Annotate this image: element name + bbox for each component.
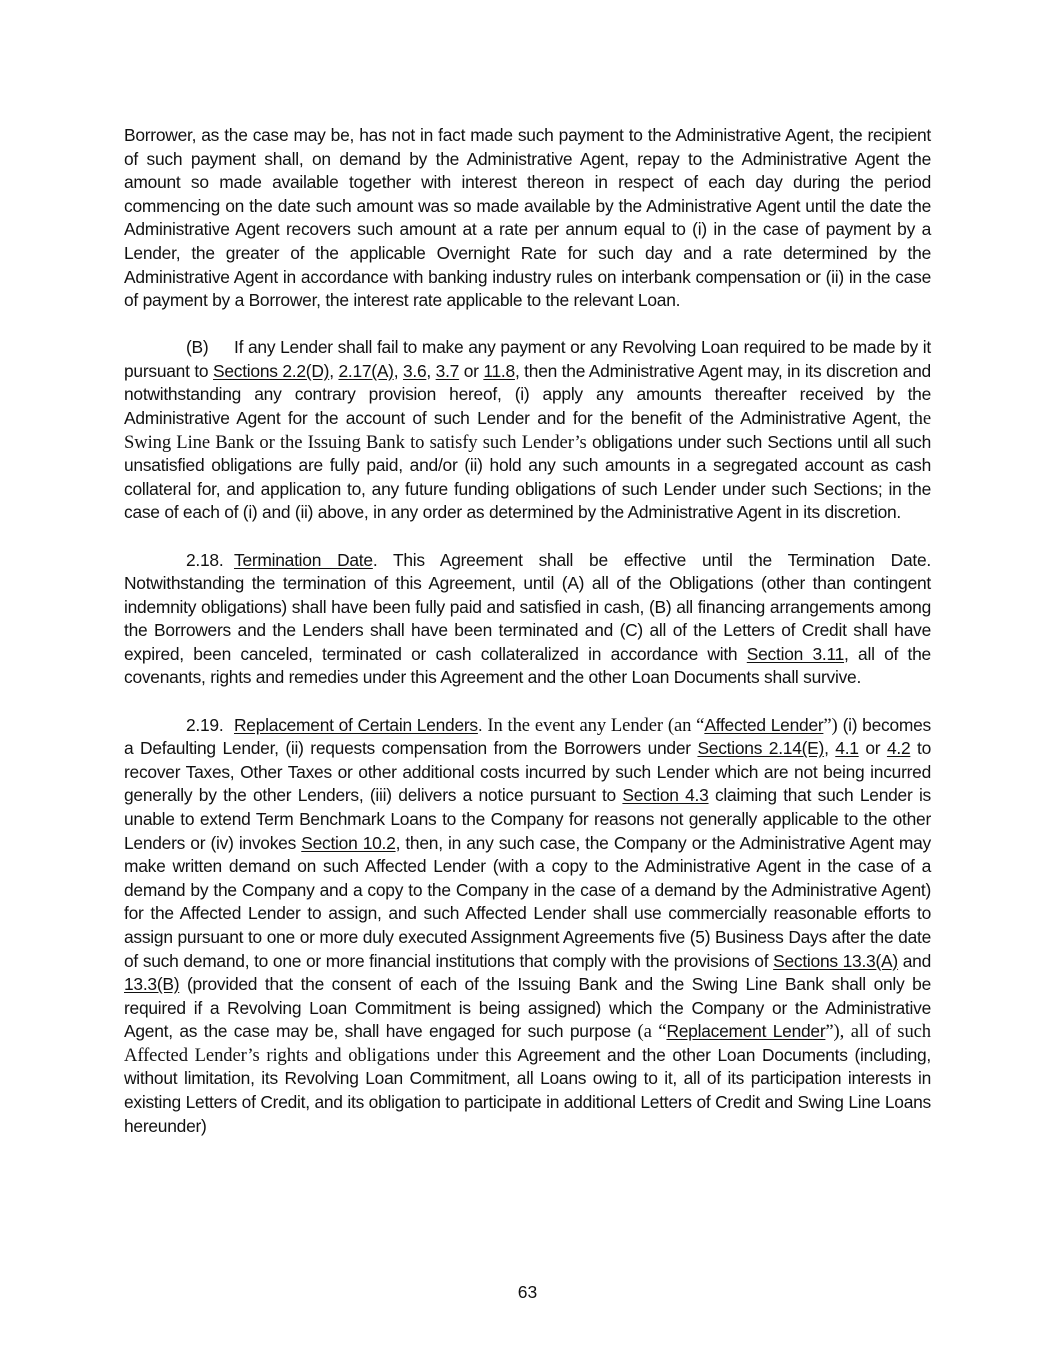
section-ref-2-2-d: Sections 2.2(D) xyxy=(213,360,330,381)
page-number: 63 xyxy=(517,1282,538,1302)
document-page xyxy=(124,124,931,1162)
paragraph-text: Agreement and the other Loan Documents (including, without limitation, its Revolving Loan Commitment, all Loans owing to it, all of its participation interests in existing Letters of Credit, and its obligation to participate in additional Letters of Credit and Swing Line Loans hereunder) xyxy=(124,1044,932,1136)
paragraph-text: , xyxy=(393,360,403,381)
section-2-19 xyxy=(124,714,931,1139)
section-2-18 xyxy=(124,549,931,691)
section-heading: Termination Date xyxy=(234,549,373,570)
section-ref-2-14-e: Sections 2.14(E) xyxy=(697,738,825,759)
section-ref-10-2: Section 10.2 xyxy=(301,832,396,853)
paragraph-text: or xyxy=(858,738,887,759)
paragraph-text: , then, in any such case, the Company or the Administrative Agent may make written demand on such Affected Lender (with a copy to the Administrative Agent in the case of a demand by the Company and a copy to the Company in the case of a demand by the Administrative Agent) for the Affected Lender to assign, and such Affected Lender shall use commercially reasonable efforts to assign pursuant to one or more duly executed Assignment Agreements five (5) Business Days after the date of such demand, to one or more financial institutions that comply with the provisions of xyxy=(124,832,931,971)
paragraph-text: , xyxy=(824,738,836,759)
defined-term-replacement-lender: Replacement Lender xyxy=(666,1021,826,1042)
section-heading: Replacement of Certain Lenders xyxy=(234,714,478,735)
section-ref-2-17-a: 2.17(A) xyxy=(338,360,394,381)
paragraph-text: to recover Taxes, Other Taxes or other additional costs incurred by such Lender which are not being incurred generally by the other Lenders, (iii) delivers a notice pursuant to xyxy=(124,738,932,806)
paragraph-text: Borrower, as the case may be, has not in fact made such payment to the Administrative Agent, the recipient of such payment shall, on demand by the Administrative Agent, repay to the Administrative Agent the amount so made available together with interest thereon in respect of each day during the period commencing on the date such amount was so made available by the Administrative Agent until the date the Administrative Agent recovers such amount at a rate per annum equal to (i) in the case of payment by a Lender, the greater of the applicable Overnight Rate for such day and a rate determined by the Administrative Agent in accordance with banking industry rules on interbank compensation or (ii) in the case of payment by a Borrower, the interest rate applicable to the relevant Loan. xyxy=(124,125,931,311)
paragraph-text: (i) becomes a Defaulting Lender, (ii) requests compensation from the Borrowers under xyxy=(124,714,932,759)
paragraph-b xyxy=(124,336,931,525)
paragraph-text: or xyxy=(459,360,484,381)
paragraph-text: , then the Administrative Agent may, in its discretion and notwithstanding any contrary provision hereof, (i) apply any amounts thereafter received by the Administrative Agent for the account of such Lender and for the benefit of the Administrative Agent, xyxy=(124,360,931,429)
paragraph-continuation xyxy=(124,124,931,313)
section-ref-3-11: Section 3.11 xyxy=(746,643,845,664)
paragraph-text-serif: the Swing Line Bank or the Issuing Bank to satisfy such Lender’s xyxy=(124,408,932,453)
paragraph-text: , xyxy=(329,360,339,381)
section-ref-13-3-b: 13.3(B) xyxy=(124,974,180,995)
paragraph-text: claiming that such Lender is unable to extend Term Benchmark Loans to the Company for reasons not generally applicable to the other Lenders or (iv) invokes xyxy=(124,785,932,853)
paragraph-text-serif: (a “ xyxy=(637,1021,667,1043)
section-ref-13-3-a: Sections 13.3(A) xyxy=(773,950,898,971)
section-number: 2.19. xyxy=(186,714,224,735)
section-ref-4-2: 4.2 xyxy=(886,738,911,759)
paragraph-text-serif: In the event any Lender (an “ xyxy=(482,714,705,736)
section-ref-3-6: 3.6 xyxy=(402,360,427,381)
paragraph-text: . xyxy=(477,714,483,735)
paragraph-text: (provided that the consent of each of the Issuing Bank and the Swing Line Bank shall only be required if a Revolving Loan Commitment is being assigned) which the Company or the Administrative Agent, as the case may be, shall have engaged for such purpose xyxy=(124,974,931,1042)
paragraph-text-serif: ”) xyxy=(823,714,838,736)
paragraph-text: . This Agreement shall be effective until the Termination Date. Notwithstanding the termination of this Agreement, until (A) all of the Obligations (other than contingent indemnity obligations) shall have been fully paid and satisfied in cash, (B) all financing arrangements among the Borrowers and the Lenders shall have been terminated and (C) all of the Letters of Credit shall have expired, been canceled, terminated or cash collateralized in accordance with xyxy=(124,549,931,664)
paragraph-text: obligations under such Sections until all such unsatisfied obligations are fully paid, and/or (ii) hold any such amounts in a segregated account as cash collateral for, and application to, any future funding obligations of such Lender under such Sections; in the case of each of (i) and (ii) above, in any order as determined by the Administrative Agent in its discretion. xyxy=(124,431,931,523)
defined-term-affected-lender: Affected Lender xyxy=(704,714,824,735)
paragraph-text: , all of the covenants, rights and remedies under this Agreement and the other Loan Documents shall survive. xyxy=(124,643,931,688)
section-ref-4-3: Section 4.3 xyxy=(622,785,709,806)
paragraph-text-serif: ”), all of such Affected Lender’s rights and obligations under this xyxy=(124,1021,931,1066)
paragraph-text: , xyxy=(426,360,436,381)
paragraph-text: If any Lender shall fail to make any payment or any Revolving Loan required to be made by it pursuant to xyxy=(124,337,931,381)
section-ref-4-1: 4.1 xyxy=(835,738,859,759)
paragraph-label: (B) xyxy=(186,337,209,358)
section-ref-3-7: 3.7 xyxy=(435,360,460,381)
section-ref-11-8: 11.8 xyxy=(483,360,515,381)
paragraph-text: and xyxy=(897,950,931,971)
section-number: 2.18. xyxy=(186,549,224,570)
